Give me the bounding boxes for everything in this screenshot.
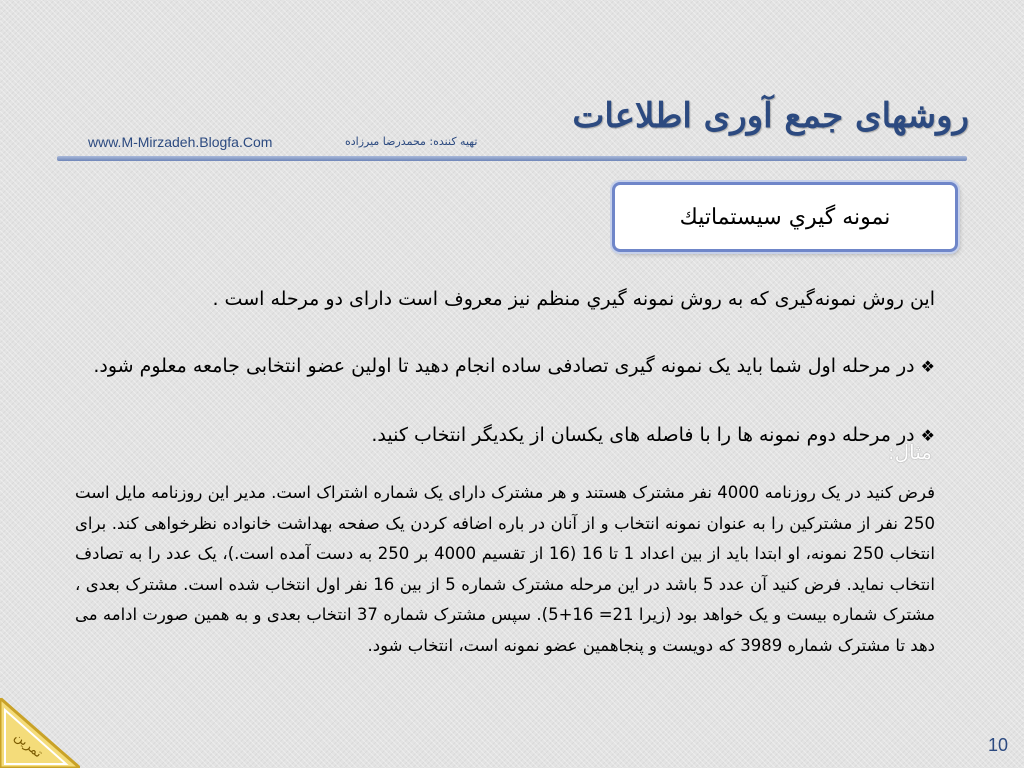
bullet-item-2 [80,418,935,453]
section-heading: نمونه گيري سيستماتيك [679,204,891,230]
bullet-diamond-icon: ❖ [920,357,935,376]
title-divider [57,156,967,161]
example-text: فرض کنید در یک روزنامه 4000 نفر مشترک هستند و هر مشترک دارای یک شماره اشتراک است. مدیر این روزنامه مایل است 250 نفر از مشترکین را به عنوان نمونه انتخاب و از آنان در باره اضافه کردن یک صفحه بهداشت خانواده نظرخواهی کند. برای انتخاب 250 نمونه، او ابتدا باید از بین اعداد 1 تا 16 (16 از تقسیم 4000 بر 250 به دست آمده است.)، یک عدد را به تصادف انتخاب نماید. فرض کنید آن عدد 5 باشد در این مرحله مشترک شماره 5 از بین 16 نفر اول انتخاب شده است. مشترک بعدی ، مشترک شماره بیست و یک خواهد بود (زیرا 21= 16+5). سپس مشترک شماره 37 انتخاب بعدی و به همین صورت ادامه می دهد تا مشترک شماره 3989 که دویست و پنجاهمین عضو نمونه است، انتخاب شود. [75,483,936,655]
section-heading-box [612,182,958,252]
intro-paragraph: اين روش نمونه‌گیری که به روش نمونه گيري منظم نيز معروف است دارای دو مرحله است . [212,288,935,310]
author-credit: تهیه کننده: محمدرضا میرزاده [345,135,478,148]
bullet-text: در مرحله دوم نمونه ها را با فاصله های یکسان از یکدیگر انتخاب کنید. [371,424,915,446]
badge-label: تمرین [11,729,46,762]
website-link[interactable]: www.M-Mirzadeh.Blogfa.Com [88,134,273,150]
exercise-badge[interactable] [0,698,80,768]
bullet-text: در مرحله اول شما باید یک نمونه گیری تصادفی ساده انجام دهید تا اولین عضو انتخابی جامعه معلوم شود. [93,355,915,377]
example-paragraph [75,478,935,661]
bullet-diamond-icon: ❖ [920,426,935,445]
bullet-item-1 [80,349,935,384]
example-label: مثال: [887,440,932,464]
page-number: 10 [987,735,1008,755]
badge-shape-icon [0,698,80,768]
slide-title: روشهای جمع آوری اطلاعات [572,96,969,136]
